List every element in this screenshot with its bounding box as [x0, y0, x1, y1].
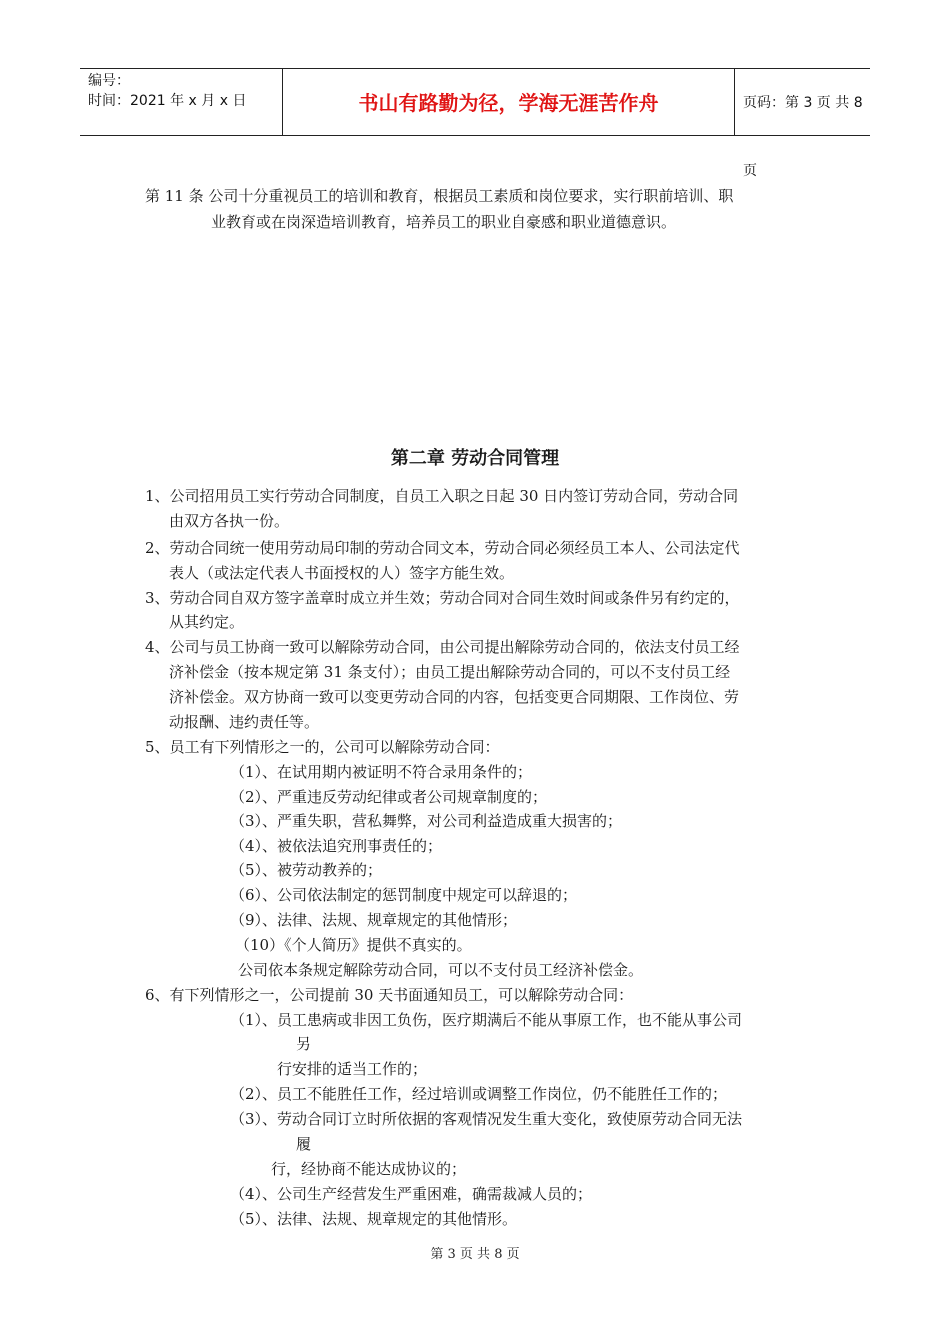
intro-line-2: 业教育或在岗深造培训教育，培养员工的职业自豪感和职业道德意识。 [211, 213, 677, 231]
body-line: （9）、法律、法规、规章规定的其他情形； [230, 911, 518, 929]
body-line: 济补偿金。双方协商一致可以变更劳动合同的内容，包括变更合同期限、工作岗位、劳 [169, 688, 740, 706]
body-line: 从其约定。 [169, 613, 245, 631]
body-line: 3、劳动合同自双方签字盖章时成立并生效；劳动合同对合同生效时间或条件另有约定的， [145, 589, 740, 607]
body-line: 1、公司招用员工实行劳动合同制度，自员工入职之日起 30 日内签订劳动合同，劳动合同 [145, 487, 739, 505]
body-line: 由双方各执一份。 [169, 512, 290, 530]
body-line: 另 [296, 1035, 312, 1053]
page-footer: 第 3 页 共 8 页 [430, 1247, 520, 1262]
body-line: （4）、公司生产经营发生严重困难，确需裁减人员的； [230, 1185, 593, 1203]
body-line: 公司依本条规定解除劳动合同，可以不支付员工经济补偿金。 [238, 961, 644, 979]
header-motto: 书山有路勤为径，学海无涯苦作舟 [283, 69, 735, 135]
body-line: 行安排的适当工作的； [277, 1060, 428, 1078]
body-line: 5、员工有下列情形之一的，公司可以解除劳动合同： [145, 738, 500, 756]
body-line: 表人（或法定代表人书面授权的人）签字方能生效。 [169, 564, 515, 582]
body-line: 济补偿金（按本规定第 31 条支付）；由员工提出解除劳动合同的，可以不支付员工经 [169, 663, 731, 681]
body-line: （5）、被劳动教养的； [230, 861, 383, 879]
body-line: （3）、劳动合同订立时所依据的客观情况发生重大变化，致使原劳动合同无法 [230, 1110, 743, 1128]
page-header [80, 68, 870, 179]
doc-number-label: 编号： [88, 73, 130, 89]
body-line: 6、有下列情形之一，公司提前 30 天书面通知员工，可以解除劳动合同： [145, 986, 634, 1004]
body-line: （2）、严重违反劳动纪律或者公司规章制度的； [230, 788, 548, 806]
header-info-cell [80, 69, 283, 135]
body-line: （6）、公司依法制定的惩罚制度中规定可以辞退的； [230, 886, 578, 904]
body-line: 动报酬、违约责任等。 [169, 713, 320, 731]
body-line: 行，经协商不能达成协议的； [271, 1160, 467, 1178]
body-line: 履 [296, 1135, 312, 1153]
body-line: （4）、被依法追究刑事责任的； [230, 837, 443, 855]
body-line: （2）、员工不能胜任工作，经过培训或调整工作岗位，仍不能胜任工作的； [230, 1085, 728, 1103]
body-line: 4、公司与员工协商一致可以解除劳动合同，由公司提出解除劳动合同的，依法支付员工经 [145, 638, 740, 656]
body-line: （10）《个人简历》提供不真实的。 [235, 936, 472, 954]
header-page-label: 页码：第 3 页 共 8 页 [743, 95, 863, 179]
body-line: （3）、严重失职，营私舞弊，对公司利益造成重大损害的； [230, 812, 623, 830]
body-line: 2、劳动合同统一使用劳动局印制的劳动合同文本，劳动合同必须经员工本人、公司法定代 [145, 539, 740, 557]
intro-line-1: 第 11 条 公司十分重视员工的培训和教育，根据员工素质和岗位要求，实行职前培训、职 [145, 187, 734, 205]
body-line: （5）、法律、法规、规章规定的其他情形。 [230, 1210, 518, 1228]
body-line: （1）、在试用期内被证明不符合录用条件的； [230, 763, 533, 781]
doc-time-label: 时间：2021 年 x 月 x 日 [88, 93, 247, 109]
chapter-title: 第二章 劳动合同管理 [390, 448, 560, 469]
body-line: （1）、员工患病或非因工负伤，医疗期满后不能从事原工作，也不能从事公司 [230, 1011, 743, 1029]
